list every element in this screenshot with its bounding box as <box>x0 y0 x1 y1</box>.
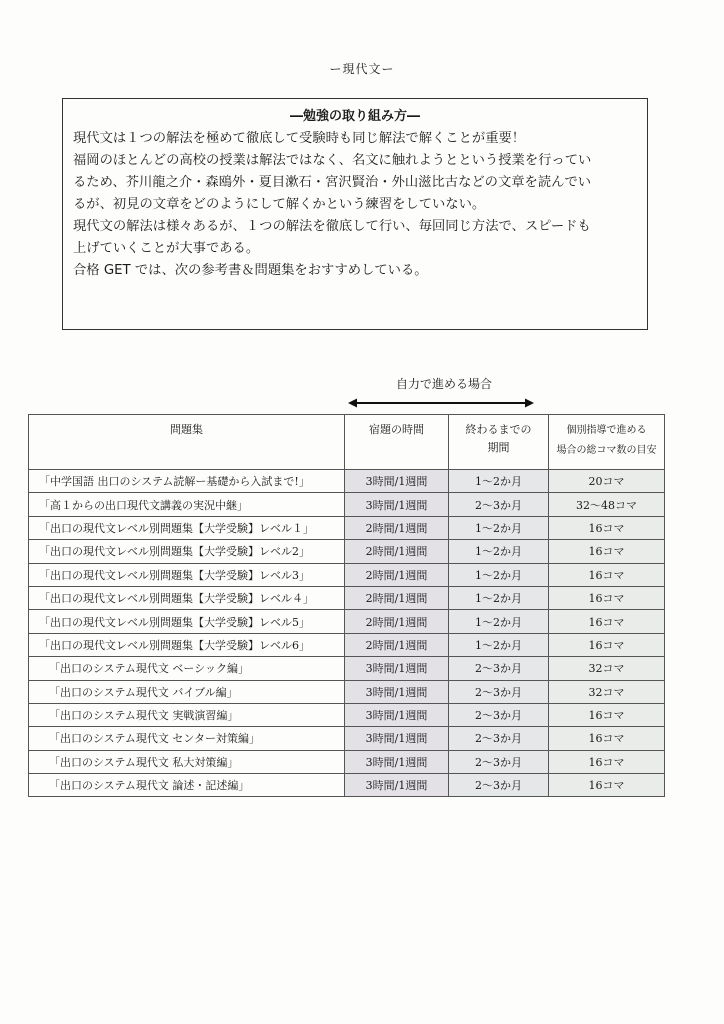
lesson-count-cell: 32コマ <box>549 657 665 680</box>
table-row <box>29 633 665 656</box>
book-title-cell: 「出口の現代文レベル別問題集【大学受験】レベル5」 <box>29 610 345 633</box>
period-cell: 1～2か月 <box>449 516 549 539</box>
book-title-cell: 「出口の現代文レベル別問題集【大学受験】レベル１」 <box>29 516 345 539</box>
period-cell: 1～2か月 <box>449 470 549 493</box>
period-cell: 1～2か月 <box>449 540 549 563</box>
lesson-count-cell: 16コマ <box>549 516 665 539</box>
book-title-cell: 「出口の現代文レベル別問題集【大学受験】レベル2」 <box>29 540 345 563</box>
table-row <box>29 727 665 750</box>
self-pace-label: 自力で進める場合 <box>396 377 493 391</box>
table-header-row <box>29 415 665 470</box>
header-period <box>449 415 549 470</box>
homework-time-cell: 3時間/1週間 <box>345 657 449 680</box>
study-method-line: 福岡のほとんどの高校の授業は解法ではなく、名文に触れようとという授業を行ってい <box>73 153 592 168</box>
table-row <box>29 563 665 586</box>
lesson-count-cell: 16コマ <box>549 633 665 656</box>
period-cell: 2～3か月 <box>449 657 549 680</box>
table-row <box>29 586 665 609</box>
homework-time-cell: 3時間/1週間 <box>345 703 449 726</box>
homework-time-cell: 3時間/1週間 <box>345 774 449 797</box>
book-title-cell: 「出口のシステム現代文 ベーシック編」 <box>29 657 345 680</box>
homework-time-cell: 2時間/1週間 <box>345 610 449 633</box>
lesson-count-cell: 20コマ <box>549 470 665 493</box>
homework-time-cell: 3時間/1週間 <box>345 750 449 773</box>
lesson-count-cell: 32～48コマ <box>549 493 665 516</box>
table-row <box>29 680 665 703</box>
homework-time-cell: 3時間/1週間 <box>345 470 449 493</box>
period-cell: 2～3か月 <box>449 727 549 750</box>
lesson-count-cell: 32コマ <box>549 680 665 703</box>
book-title-cell: 「出口の現代文レベル別問題集【大学受験】レベル3」 <box>29 563 345 586</box>
header-period-line2: 期間 <box>487 441 510 454</box>
period-cell: 2～3か月 <box>449 493 549 516</box>
study-method-line: 現代文の解法は様々あるが、１つの解法を徹底して行い、毎回同じ方法で、スピードも <box>73 219 591 234</box>
table-row <box>29 493 665 516</box>
period-cell: 2～3か月 <box>449 703 549 726</box>
study-method-line: 上げていくことが大事である。 <box>73 241 260 256</box>
period-cell: 1～2か月 <box>449 563 549 586</box>
lesson-count-cell: 16コマ <box>549 727 665 750</box>
table-row <box>29 703 665 726</box>
header-lessons-line1: 個別指導で進める <box>566 425 647 436</box>
study-method-line: るが、初見の文章をどのようにして解くかという練習をしていない。 <box>73 197 486 212</box>
header-homework-time: 宿題の時間 <box>345 415 449 470</box>
study-method-line: るため、芥川龍之介・森鴎外・夏目漱石・宮沢賢治・外山滋比古などの文章を読んでい <box>73 175 592 190</box>
header-lessons-line2: 場合の総コマ数の目安 <box>556 445 657 456</box>
homework-time-cell: 2時間/1週間 <box>345 633 449 656</box>
study-method-line: 合格 GET では、次の参考書＆問題集をおすすめしている。 <box>73 263 428 278</box>
table-row <box>29 774 665 797</box>
lesson-count-cell: 16コマ <box>549 703 665 726</box>
study-method-heading: ―勉強の取り組み方― <box>289 109 420 124</box>
lesson-count-cell: 16コマ <box>549 540 665 563</box>
book-title-cell: 「出口のシステム現代文 論述・記述編」 <box>29 774 345 797</box>
header-books: 問題集 <box>29 415 345 470</box>
double-arrow-icon <box>348 398 534 408</box>
book-title-cell: 「出口の現代文レベル別問題集【大学受験】レベル6」 <box>29 633 345 656</box>
book-title-cell: 「高１からの出口現代文講義の実況中継」 <box>29 493 345 516</box>
book-title-cell: 「出口のシステム現代文 実戦演習編」 <box>29 703 345 726</box>
homework-time-cell: 2時間/1週間 <box>345 563 449 586</box>
book-title-cell: 「出口のシステム現代文 私大対策編」 <box>29 750 345 773</box>
page-title: ー現代文ー <box>329 62 395 76</box>
table-row <box>29 516 665 539</box>
lesson-count-cell: 16コマ <box>549 610 665 633</box>
period-cell: 1～2か月 <box>449 610 549 633</box>
study-method-box <box>62 98 648 330</box>
period-cell: 1～2か月 <box>449 633 549 656</box>
table-row <box>29 610 665 633</box>
homework-time-cell: 3時間/1週間 <box>345 727 449 750</box>
homework-time-cell: 3時間/1週間 <box>345 493 449 516</box>
homework-time-cell: 2時間/1週間 <box>345 540 449 563</box>
book-title-cell: 「中学国語 出口のシステム読解ー基礎から入試まで!」 <box>29 470 345 493</box>
period-cell: 2～3か月 <box>449 774 549 797</box>
table-row <box>29 657 665 680</box>
book-title-cell: 「出口の現代文レベル別問題集【大学受験】レベル４」 <box>29 586 345 609</box>
homework-time-cell: 2時間/1週間 <box>345 516 449 539</box>
table-row <box>29 540 665 563</box>
study-method-line: 現代文は１つの解法を極めて徹底して受験時も同じ解法で解くことが重要！ <box>73 131 526 146</box>
homework-time-cell: 3時間/1週間 <box>345 680 449 703</box>
book-title-cell: 「出口のシステム現代文 センター対策編」 <box>29 727 345 750</box>
period-cell: 2～3か月 <box>449 680 549 703</box>
lesson-count-cell: 16コマ <box>549 586 665 609</box>
header-lesson-count <box>549 415 665 470</box>
header-period-line1: 終わるまでの <box>465 423 532 436</box>
period-cell: 2～3か月 <box>449 750 549 773</box>
lesson-count-cell: 16コマ <box>549 750 665 773</box>
workbook-table <box>28 414 665 797</box>
lesson-count-cell: 16コマ <box>549 774 665 797</box>
table-row <box>29 470 665 493</box>
lesson-count-cell: 16コマ <box>549 563 665 586</box>
table-row <box>29 750 665 773</box>
period-cell: 1～2か月 <box>449 586 549 609</box>
homework-time-cell: 2時間/1週間 <box>345 586 449 609</box>
book-title-cell: 「出口のシステム現代文 バイブル編」 <box>29 680 345 703</box>
